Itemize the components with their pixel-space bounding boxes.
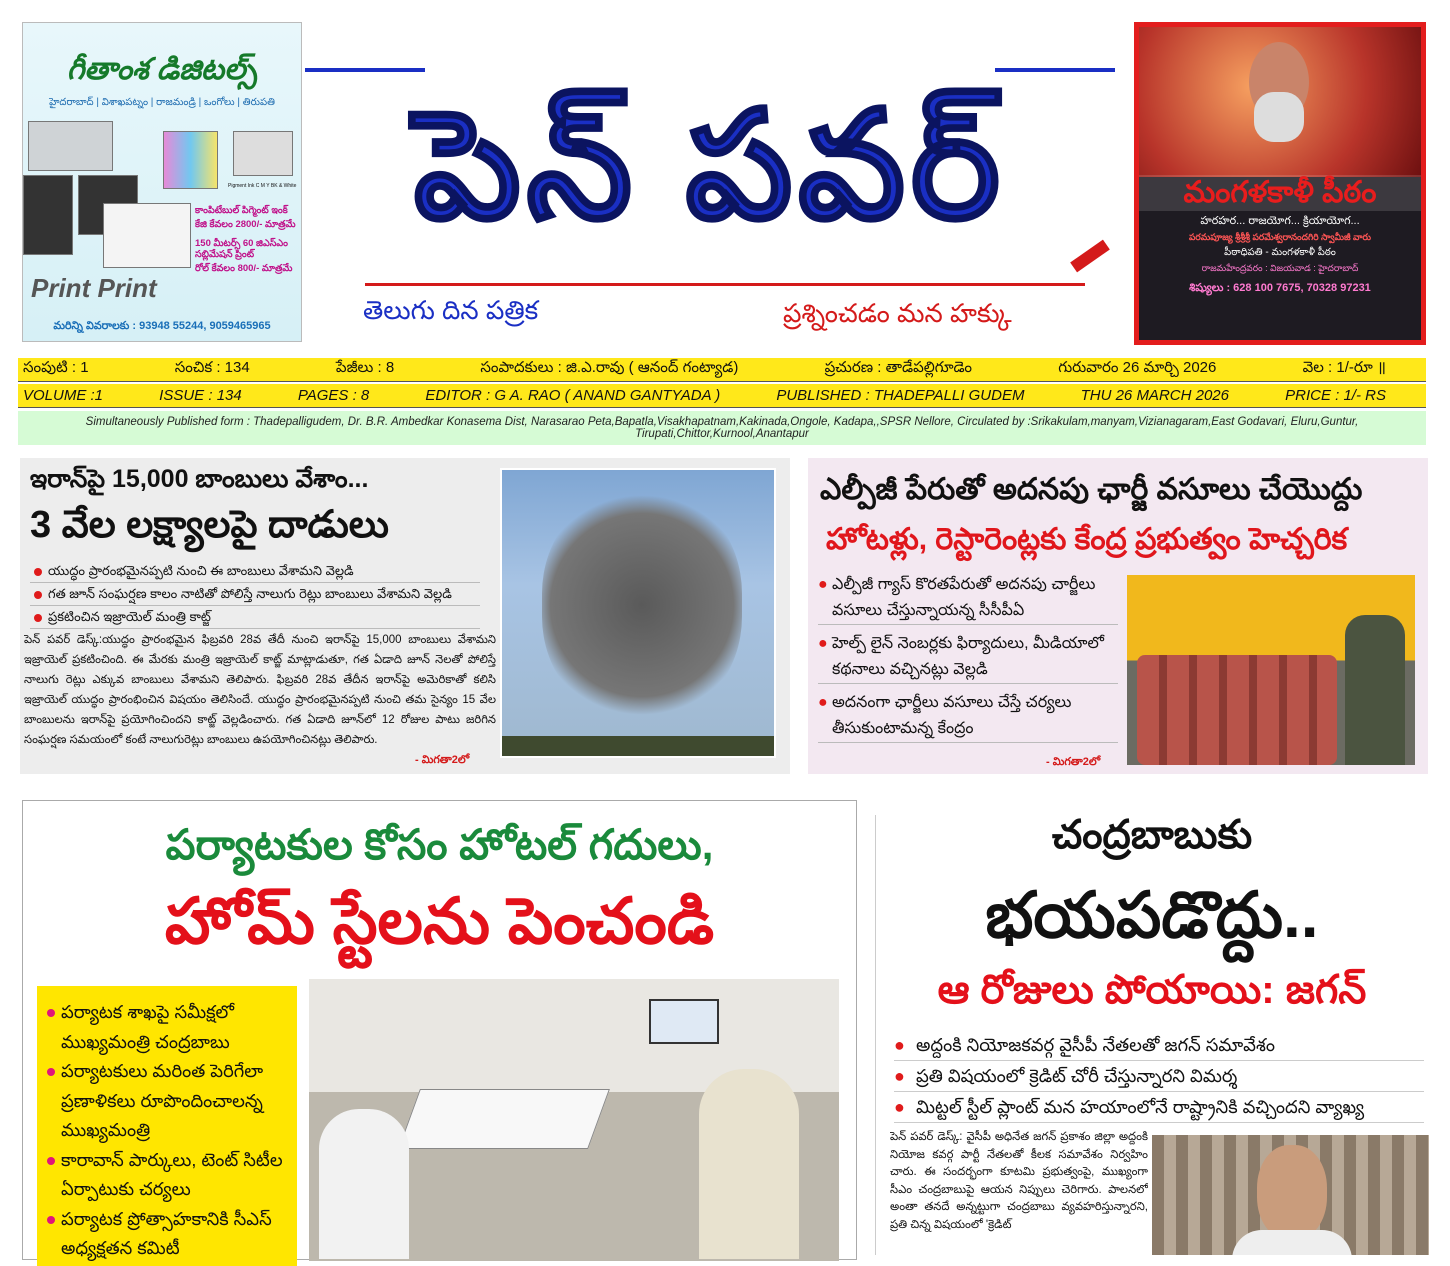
bullet-item: ● అదనంగా ఛార్జీలు వసూలు చేస్తే చర్యలు తీసుకుంటామన్న కేంద్రం [818,690,1118,743]
ad-offer-1b: కేజి కేవలం 2800/- మాత్రమే [195,219,296,230]
ad-brand: గీతాంశ డిజిటల్స్ [66,53,258,86]
ad-line-1: హరహర... రాజయోగ... క్రియాయోగ... [1200,215,1360,227]
article-tourism[interactable] [22,800,857,1260]
volume-en: VOLUME :1 [23,387,104,404]
bullet-list [30,560,480,629]
print-logo: Print Print [31,273,157,303]
published-te: ప్రచురణ : తాడేపల్లిగూడెం [824,359,973,376]
review-meeting-photo [309,979,839,1261]
ink-caption: Pigment Ink C M Y BK & White [228,183,297,189]
bullet-text: ఎల్పీజీ గ్యాస్ కొరతపేరుతో అదనపు చార్జీలు వసూలు చేస్తున్నాయన్న సీసీపీఏ [832,576,1096,619]
bullet-item: పర్యాటక ప్రోత్సాహకానికి సీఎస్ అధ్యక్షతన కమిటీ [47,1205,287,1264]
bullet-item: కారావాన్ పార్కులు, టెంట్ సిటీల ఏర్పాటుకు చర్యలు [47,1146,287,1205]
article-kicker: చంద్రబాబుకు [1051,813,1253,857]
bullet-list [894,1030,1424,1123]
ad-mangalakali-peetham[interactable] [1134,22,1426,345]
article-subhead: హోటళ్లు, రెస్టారెంట్లకు కేంద్ర ప్రభుత్వం హెచ్చరిక [826,523,1348,556]
article-headline: ఎల్పీజీ పేరుతో అదనపు ఛార్జీ వసూలు చేయొద్దు [820,473,1363,506]
price-en: PRICE : 1/- RS [1285,387,1386,404]
article-subhead: ఆ రోజులు పోయాయి: జగన్ [937,968,1367,1012]
paper-rolls-image [103,203,191,268]
ink-bottles-image [163,131,218,189]
bullet-text: మిట్టల్ స్టీల్ ప్లాంట్ మన హయాంలోనే రాష్ట్రానికి వచ్చిందని వ్యాఖ్య [916,1097,1365,1117]
ad-offer-1a: కాంపిటేబుల్ పిగ్మెంట్ ఇంక్ [195,205,288,216]
ad-peetham-name: మంగళకాళీ పీఠం [1139,175,1421,211]
article-headline-2: హోమ్ స్టేలను పెంచండి [164,885,715,957]
bullet-item: ● మిట్టల్ స్టీల్ ప్లాంట్ మన హయాంలోనే రాష్ట్రానికి వచ్చిందని వ్యాఖ్య [894,1092,1424,1123]
masthead [305,20,1115,350]
bullet-text: అదనంగా ఛార్జీలు వసూలు చేస్తే చర్యలు తీసుకుంటామన్న కేంద్రం [832,694,1072,737]
info-bar-telugu [18,358,1426,382]
bullet-item: గత జూన్ సంఘర్షణ కాలం నాటితో పోలిస్తే నాలుగు రెట్లు బాంబులు వేశామని వెల్లడి [30,583,480,606]
article-headline: 3 వేల లక్ష్యాలపై దాడులు [30,504,389,546]
ad-contact: శిష్యులు : 628 100 7675, 70328 97231 [1189,282,1371,294]
volume-te: సంపుటి : 1 [23,359,89,376]
ad-cities: హైదరాబాద్ | విశాఖపట్నం | రాజమండ్రి | ఒంగోలు | తిరుపతి [49,97,275,108]
swamiji-photo [1139,27,1421,177]
ad-geethamsha-digitals[interactable] [22,22,302,342]
smoke-cloud-photo [500,468,776,758]
ad-line-2: పరమపూజ్య శ్రీశ్రీశ్రీ పరమేశ్వరానందగిరి స్వామీజీ వారు [1189,232,1371,242]
masthead-tagline-right: ప్రశ్నించడం మన హక్కు [783,298,1012,328]
masthead-rule [365,283,1085,286]
article-body: పెన్ పవర్ డెస్క్:యుద్ధం ప్రారంభమైన ఫిబ్రవరి 28వ తేదీ నుంచి ఇరాన్‌పై 15,000 బాంబులు వేశామని ఇజ్రాయెల్ ప్రకటించింది. ఈ మేరకు మంత్రి ఇజ్రాయెల్ కాట్జ్ మాట్లాడుతూ, గత ఏడాది జూన్ నెలతో పోలిస్తే నాలుగు రెట్లు ఎక్కువ బాంబులు వేశామని తెలిపారు. ఫిబ్రవరి 28వ తేదీన ఇరాన్‌పై అమెరికాతో కలిసి ఇజ్రాయెల్ యుద్ధం ప్రారంభించిన విషయం తెలిసిందే. యుద్ధం ప్రారంభమైనప్పటి నుంచి తమ సైన్యం 15 వేల బాంబులను ఇరాన్‌పై ప్రయోగించిందని కాట్జ్ వెల్లడించారు. గత ఏడాది జూన్‌లో 12 రోజుల పాటు జరిగిన సంఘర్షణ సమయంలో కంటే నాలుగురెట్లు బాంబులు ఉపయోగించినట్లు తెలిపారు. [24,634,496,746]
continued-label[interactable]: - మిగతా2లో [415,754,470,766]
article-headline-1: పర్యాటకుల కోసం హోటల్ గదులు, [165,821,714,868]
gas-cylinders-photo [1127,575,1415,765]
bullet-item: పర్యాటకులు మరింత పెరిగేలా ప్రణాళికలు రూపొందించాలన్న ముఖ్యమంత్రి [47,1057,287,1146]
published-en: PUBLISHED : THADEPALLI GUDEM [776,387,1025,404]
article-iran[interactable] [20,458,790,774]
editor-en: EDITOR : G A. RAO ( ANAND GANTYADA ) [425,387,721,404]
bullet-item: యుద్ధం ప్రారంభమైనప్పటి నుంచి ఈ బాంబులు వేశామని వెల్లడి [30,560,480,583]
price-te: వెల : 1/-రూ ॥ [1302,359,1386,376]
issue-en: ISSUE : 134 [159,387,242,404]
article-headline: భయపడొద్దు.. [985,879,1319,951]
article-jagan[interactable] [875,815,1428,1255]
circulation-note: Simultaneously Published form : Thadepalligudem, Dr. B.R. Ambedkar Konasema Dist, Narasarao Peta,Bapatla,Visakhapatnam,Kakinada,Ongole, Kadapa,,SPSR Nellore, Circulated by :Srikakulam,manyam,Vizianagaram,East Godavari, Eluru,Guntur, Tirupati,Chittor,Kurnool,Anantapur [18,411,1426,445]
plotter-image [23,175,73,255]
ad-details [1143,215,1417,295]
pen-hand-icon [1070,240,1110,273]
ad-line-3: పీఠాధిపతి - మంగళకాళీ పీఠం [1224,247,1336,258]
bullet-text: అద్దంకి నియోజకవర్గ వైసీపీ నేతలతో జగన్ సమావేశం [916,1035,1275,1055]
bullet-item: ● హెల్ప్ లైన్ నెంబర్లకు ఫిర్యాదులు, మీడియాలో కథనాలు వచ్చినట్లు వెల్లడి [818,631,1118,684]
pages-en: PAGES : 8 [297,387,370,404]
bullet-item: ప్రకటించిన ఇజ్రాయెల్ మంత్రి కాట్జ్ [30,606,480,629]
bullet-text: ప్రతి విషయంలో క్రెడిట్ చోరీ చేస్తున్నారని విమర్శ [916,1066,1238,1086]
bullet-text: హెల్ప్ లైన్ నెంబర్లకు ఫిర్యాదులు, మీడియాలో కథనాలు వచ్చినట్లు వెల్లడి [832,635,1104,678]
ad-offer-2b: రోల్ కేవలం 800/- మాత్రమే [195,263,293,274]
masthead-tagline-left: తెలుగు దిన పత్రిక [363,295,539,325]
date-en: THU 26 MARCH 2026 [1080,387,1229,404]
ad-line-4: రాజమహేంద్రవరం : విజయవాడ : హైదరాబాద్ [1201,263,1359,273]
article-body: పెన్ పవర్ డెస్క్: వైసీపీ అధినేత జగన్ ప్రకాశం జిల్లా అద్దంకి నియోజ కవర్గ పార్టీ నేతలతో కీలక సమావేశం నిర్వహిం చారు. ఈ సందర్భంగా కూటమి ప్రభుత్వంపై, ముఖ్యంగా సీఎం చంద్రబాబుపై ఆయన నిప్పులు చెరిగారు. పాలనలో అంతా తనదే అన్నట్టుగా చంద్రబాబు వ్యవహరిస్తున్నారని, ప్రతి చిన్న విషయంలో 'క్రెడిట్ [890,1131,1148,1231]
ad-phone: మరిన్ని వివరాలకు : 93948 55244, 9059465965 [53,320,271,332]
printer-image [28,121,113,171]
bullet-list [818,572,1118,743]
article-lpg[interactable] [808,458,1428,774]
bullet-item: ● ప్రతి విషయంలో క్రెడిట్ చోరీ చేస్తున్నారని విమర్శ [894,1061,1424,1092]
date-te: గురువారం 26 మార్చి 2026 [1058,359,1217,376]
pages-te: పేజీలు : 8 [335,359,395,376]
info-bar-english [18,384,1426,408]
editor-te: సంపాదకులు : జి.ఎ.రావు ( ఆనంద్ గంట్యాడ) [480,359,739,376]
ad-offers [195,205,299,277]
jagan-photo [1152,1135,1429,1255]
bullet-item: ● అద్దంకి నియోజకవర్గ వైసీపీ నేతలతో జగన్ సమావేశం [894,1030,1424,1061]
ink-tanks-image [233,131,293,176]
article-kicker: ఇరాన్‌పై 15,000 బాంబులు వేశాం... [30,465,369,493]
continued-label[interactable]: - మిగతా2లో [1046,756,1101,768]
ad-offer-2a: 150 మీటర్స్ 60 జిఎస్ఎం సబ్లిమేషన్ ప్రింట్ [195,238,288,260]
highlights-box [37,986,297,1266]
newspaper-title: పెన్ పవర్ [414,81,1006,249]
bullet-item: పర్యాటక శాఖపై సమీక్షలో ముఖ్యమంత్రి చంద్రబాబు [47,998,287,1057]
bullet-item: ● ఎల్పీజీ గ్యాస్ కొరతపేరుతో అదనపు చార్జీలు వసూలు చేస్తున్నాయన్న సీసీపీఏ [818,572,1118,625]
issue-te: సంచిక : 134 [174,359,250,376]
